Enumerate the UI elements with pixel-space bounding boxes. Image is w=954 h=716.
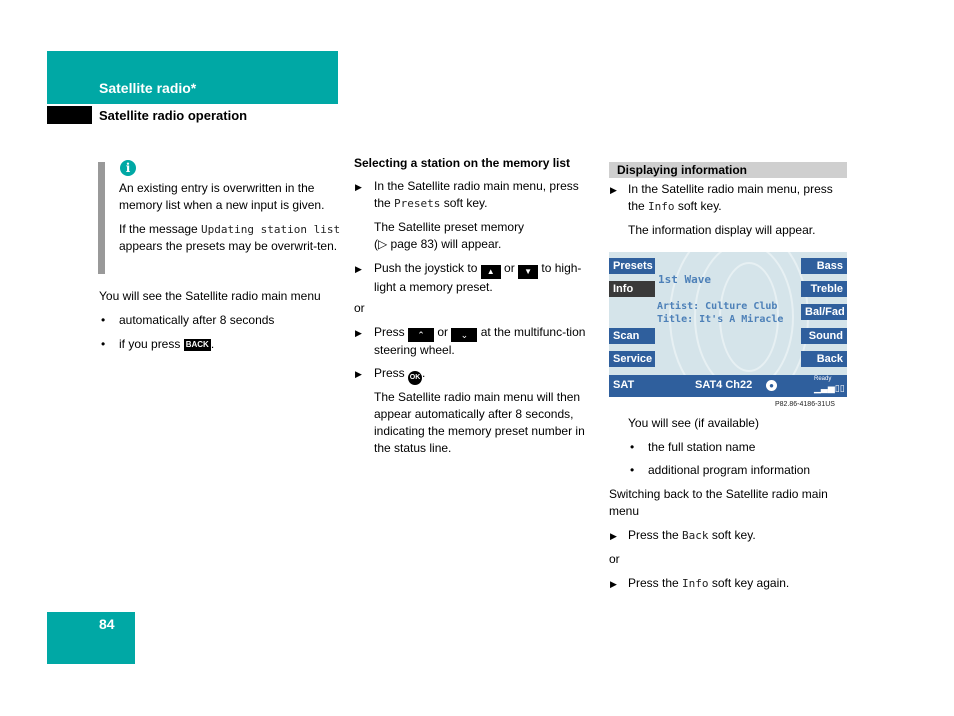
- step-text: Press ⌃ or ⌄ at the multifunc-tion steering wheel.: [374, 325, 586, 357]
- header-band: [47, 51, 338, 104]
- bullet-marker: •: [630, 463, 635, 477]
- bullet-marker: •: [630, 440, 635, 454]
- step-arrow-icon: ▶: [355, 369, 362, 379]
- step-text: In the Satellite radio main menu, press the Info soft key.: [628, 182, 833, 213]
- bullet-item: the full station name: [648, 440, 756, 454]
- ok-key-icon: OK: [408, 371, 422, 385]
- step-text: Press the Info soft key again.: [628, 576, 790, 590]
- info-box-bar: [98, 162, 105, 274]
- status-ready: Ready: [814, 376, 832, 382]
- softkey-mono: Info: [682, 577, 709, 590]
- title-line: Title: It's A Miracle: [657, 314, 784, 325]
- step-result: The Satellite preset memory (▷ page 83) will appear.: [374, 220, 525, 251]
- status-source: SAT: [613, 379, 635, 391]
- page-number-box: [47, 612, 135, 664]
- subsection-marker: [47, 106, 92, 124]
- softkey-mono: Presets: [394, 197, 441, 210]
- see-text: You will see (if available): [628, 416, 759, 430]
- step-text: Press the Back soft key.: [628, 528, 756, 542]
- figure-id: P82.86-4186-31US: [775, 401, 835, 408]
- radio-info-screen: [609, 252, 847, 397]
- softkey-treble[interactable]: Treble: [801, 281, 847, 297]
- wheel-down-icon: ⌄: [451, 328, 477, 342]
- step-result: The information display will appear.: [628, 223, 816, 237]
- back-key-icon: BACK: [185, 340, 209, 349]
- step-result: The Satellite radio main menu will then appear automatically after 8 seconds, indicating the memory preset number in the status line.: [374, 390, 585, 455]
- subsection-title: Satellite radio operation: [99, 108, 248, 123]
- info-icon: i: [120, 160, 136, 176]
- message-mono: Updating station list: [201, 223, 341, 236]
- signal-strength-icon: ▁▃▅▯▯: [814, 383, 845, 393]
- bullet-marker: •: [101, 313, 106, 327]
- step-arrow-icon: ▶: [610, 579, 617, 589]
- step-text: In the Satellite radio main menu, press the Presets soft key.: [374, 179, 579, 210]
- softkey-service[interactable]: Service: [609, 351, 655, 367]
- bullet-item: automatically after 8 seconds: [119, 313, 275, 327]
- artist-line: Artist: Culture Club: [657, 301, 778, 312]
- memory-list-heading: Selecting a station on the memory list: [354, 156, 571, 170]
- softkey-mono: Back: [682, 529, 709, 542]
- softkey-back[interactable]: Back: [801, 351, 847, 367]
- wheel-up-icon: ⌃: [408, 328, 434, 342]
- bullet-item: if you press BACK .: [119, 337, 215, 351]
- or-text: or: [609, 552, 620, 566]
- disc-icon: ●: [766, 380, 777, 391]
- step-text: Press OK .: [374, 365, 596, 385]
- station-name: 1st Wave: [658, 273, 711, 286]
- step-arrow-icon: ▶: [610, 531, 617, 541]
- page-number: 84: [99, 616, 115, 632]
- softkey-mono: Info: [648, 200, 675, 213]
- step-arrow-icon: ▶: [610, 185, 617, 195]
- joystick-down-icon: ▼: [518, 265, 538, 279]
- bullet-item: additional program information: [648, 463, 811, 477]
- info-text: An existing entry is overwritten in the memory list when a new input is given.: [119, 181, 325, 212]
- softkey-bass[interactable]: Bass: [801, 258, 847, 274]
- softkey-scan[interactable]: Scan: [609, 328, 655, 344]
- step-arrow-icon: ▶: [355, 182, 362, 192]
- info-text-message: If the message Updating station list appears the presets may be overwrit-ten.: [119, 222, 341, 253]
- softkey-sound[interactable]: Sound: [801, 328, 847, 344]
- or-text: or: [354, 301, 365, 315]
- status-channel: SAT4 Ch22: [695, 379, 753, 391]
- switch-back-text: Switching back to the Satellite radio main menu: [609, 487, 828, 518]
- step-arrow-icon: ▶: [355, 328, 362, 338]
- section-title: Satellite radio*: [99, 80, 197, 96]
- softkey-presets[interactable]: Presets: [609, 258, 655, 274]
- bullet-marker: •: [101, 337, 106, 351]
- status-line: [609, 375, 847, 397]
- displaying-info-title: Displaying information: [617, 163, 748, 177]
- main-menu-text: You will see the Satellite radio main menu: [99, 289, 321, 303]
- joystick-up-icon: ▲: [481, 265, 501, 279]
- softkey-bal-fad[interactable]: Bal/Fad: [801, 304, 847, 320]
- step-arrow-icon: ▶: [355, 264, 362, 274]
- step-text: Push the joystick to ▲ or ▼ to high-light a memory preset.: [374, 261, 582, 294]
- softkey-info[interactable]: Info: [609, 281, 655, 297]
